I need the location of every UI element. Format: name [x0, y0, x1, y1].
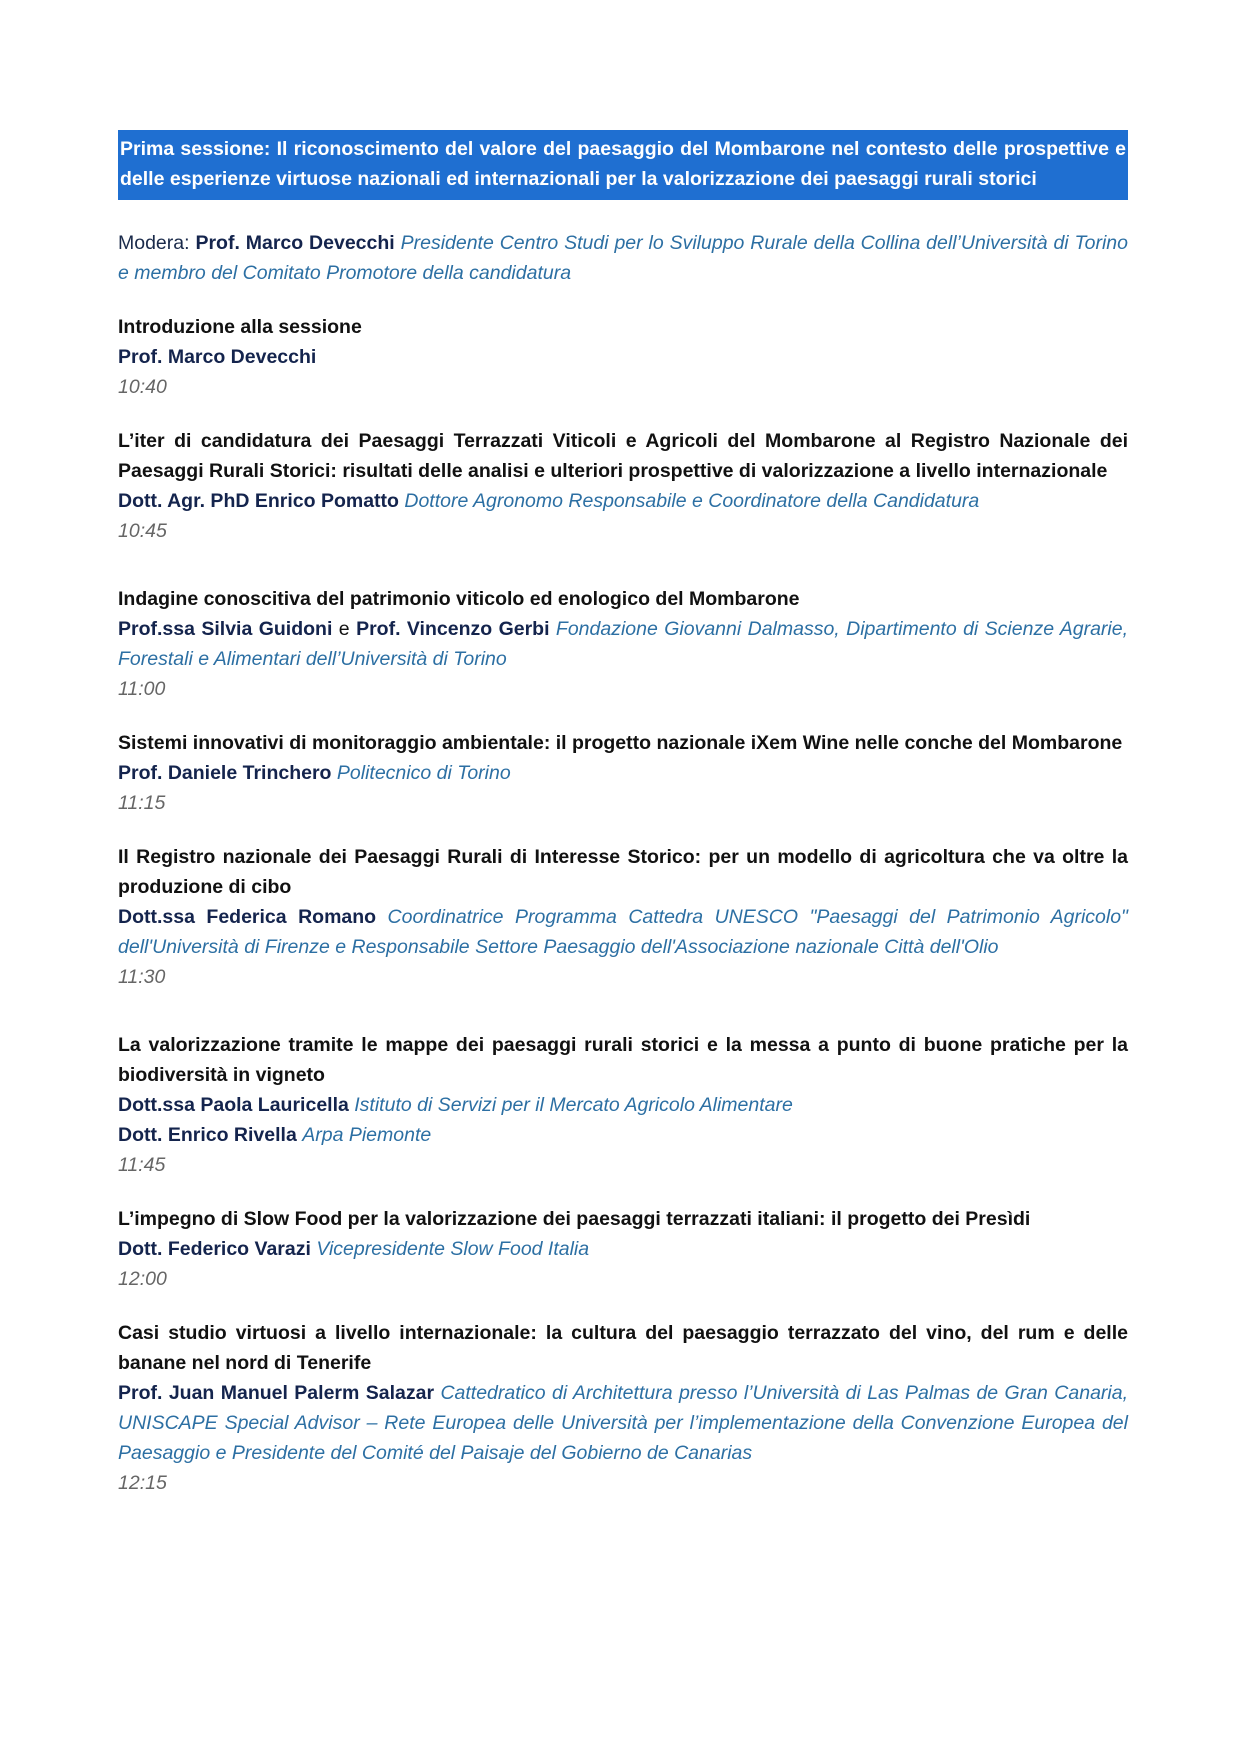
talk-time: 12:00: [118, 1268, 167, 1290]
speaker-name: Dott. Federico Varazi: [118, 1238, 311, 1260]
talk-item: [118, 1204, 1128, 1294]
talk-title: Introduzione alla sessione: [118, 316, 362, 338]
talk-item: [118, 1318, 1128, 1498]
talk-time: 10:40: [118, 376, 167, 398]
speaker-line: [118, 1378, 1128, 1468]
talk-title: Sistemi innovativi di monitoraggio ambientale: il progetto nazionale iXem Wine nelle conche del Mombarone: [118, 732, 1123, 754]
speaker-name: Prof.ssa Silvia Guidoni: [118, 618, 333, 640]
moderator-line: [118, 228, 1128, 288]
speaker-role: Cattedratico di Architettura presso l’Università di Las Palmas de Gran Canaria, UNISCAPE Special Advisor – Rete Europea delle Università per l’implementazione della Convenzione Europea del Paesaggio e Presidente del Comité del Paisaje del Gobierno de Canarias: [118, 1382, 1129, 1464]
speaker-name: Prof. Vincenzo Gerbi: [356, 618, 550, 640]
talk-title: Casi studio virtuosi a livello internazionale: la cultura del paesaggio terrazzato del vino, del rum e delle banane nel nord di Tenerife: [118, 1322, 1128, 1374]
talk-time: 11:15: [118, 792, 166, 814]
speaker-name: Dott. Agr. PhD Enrico Pomatto: [118, 490, 399, 512]
speaker-conjunction: e: [338, 618, 350, 640]
speaker-name: Dott.ssa Paola Lauricella: [118, 1094, 349, 1116]
speaker-name: Prof. Marco Devecchi: [118, 346, 317, 368]
speaker-line: [118, 1090, 1128, 1120]
speaker-name: Prof. Juan Manuel Palerm Salazar: [118, 1382, 435, 1404]
moderator-label: Modera:: [118, 232, 190, 254]
talk-item: [118, 584, 1128, 704]
speaker-role: Dottore Agronomo Responsabile e Coordinatore della Candidatura: [404, 490, 980, 512]
talk-time: 11:45: [118, 1154, 166, 1176]
talk-item: [118, 728, 1128, 818]
talk-item: [118, 426, 1128, 546]
speaker-name: Dott.ssa Federica Romano: [118, 906, 377, 928]
talk-item: [118, 842, 1128, 992]
speaker-line: [118, 1120, 1128, 1150]
speaker-role: Fondazione Giovanni Dalmasso, Dipartimento di Scienze Agrarie, Forestali e Alimentari dell’Università di Torino: [118, 618, 1129, 670]
speaker-name: Prof. Daniele Trinchero: [118, 762, 332, 784]
talk-time: 10:45: [118, 520, 167, 542]
talk-title: Indagine conoscitiva del patrimonio viticolo ed enologico del Mombarone: [118, 588, 800, 610]
talk-item: [118, 312, 1128, 402]
speaker-role: Politecnico di Torino: [336, 762, 511, 784]
speaker-role: Arpa Piemonte: [302, 1124, 432, 1146]
talk-time: 11:00: [118, 678, 166, 700]
speaker-role: Vicepresidente Slow Food Italia: [316, 1238, 590, 1260]
talk-title: L’iter di candidatura dei Paesaggi Terrazzati Viticoli e Agricoli del Mombarone al Registro Nazionale dei Paesaggi Rurali Storici: risultati delle analisi e ulteriori prospettive di valorizzazione a livello internazionale: [118, 430, 1128, 482]
speaker-name: Dott. Enrico Rivella: [118, 1124, 297, 1146]
speaker-role: Istituto di Servizi per il Mercato Agricolo Alimentare: [354, 1094, 793, 1116]
speaker-line: [118, 614, 1128, 674]
talk-title: Il Registro nazionale dei Paesaggi Rurali di Interesse Storico: per un modello di agricoltura che va oltre la produzione di cibo: [118, 846, 1128, 898]
talk-item: [118, 1030, 1128, 1180]
speaker-line: [118, 758, 1128, 788]
session-banner: Prima sessione: Il riconoscimento del valore del paesaggio del Mombarone nel contesto delle prospettive e delle esperienze virtuose nazionali ed internazionali per la valorizzazione dei paesaggi rurali storici: [118, 130, 1128, 200]
speaker-line: [118, 342, 1128, 372]
speaker-line: [118, 486, 1128, 516]
program-page: [118, 130, 1128, 1498]
talk-title: La valorizzazione tramite le mappe dei paesaggi rurali storici e la messa a punto di buone pratiche per la biodiversità in vigneto: [118, 1034, 1128, 1086]
talk-time: 12:15: [118, 1472, 167, 1494]
speaker-line: [118, 902, 1128, 962]
speaker-line: [118, 1234, 1128, 1264]
moderator-role: Presidente Centro Studi per lo Sviluppo Rurale della Collina dell’Università di Torino e membro del Comitato Promotore della candidatura: [118, 232, 1128, 284]
talk-time: 11:30: [118, 966, 166, 988]
talk-title: L’impegno di Slow Food per la valorizzazione dei paesaggi terrazzati italiani: il progetto dei Presìdi: [118, 1208, 1031, 1230]
speaker-role: Coordinatrice Programma Cattedra UNESCO "Paesaggi del Patrimonio Agricolo" dell'Università di Firenze e Responsabile Settore Paesaggio dell'Associazione nazionale Città dell'Olio: [118, 906, 1128, 958]
moderator-name: Prof. Marco Devecchi: [195, 232, 395, 254]
